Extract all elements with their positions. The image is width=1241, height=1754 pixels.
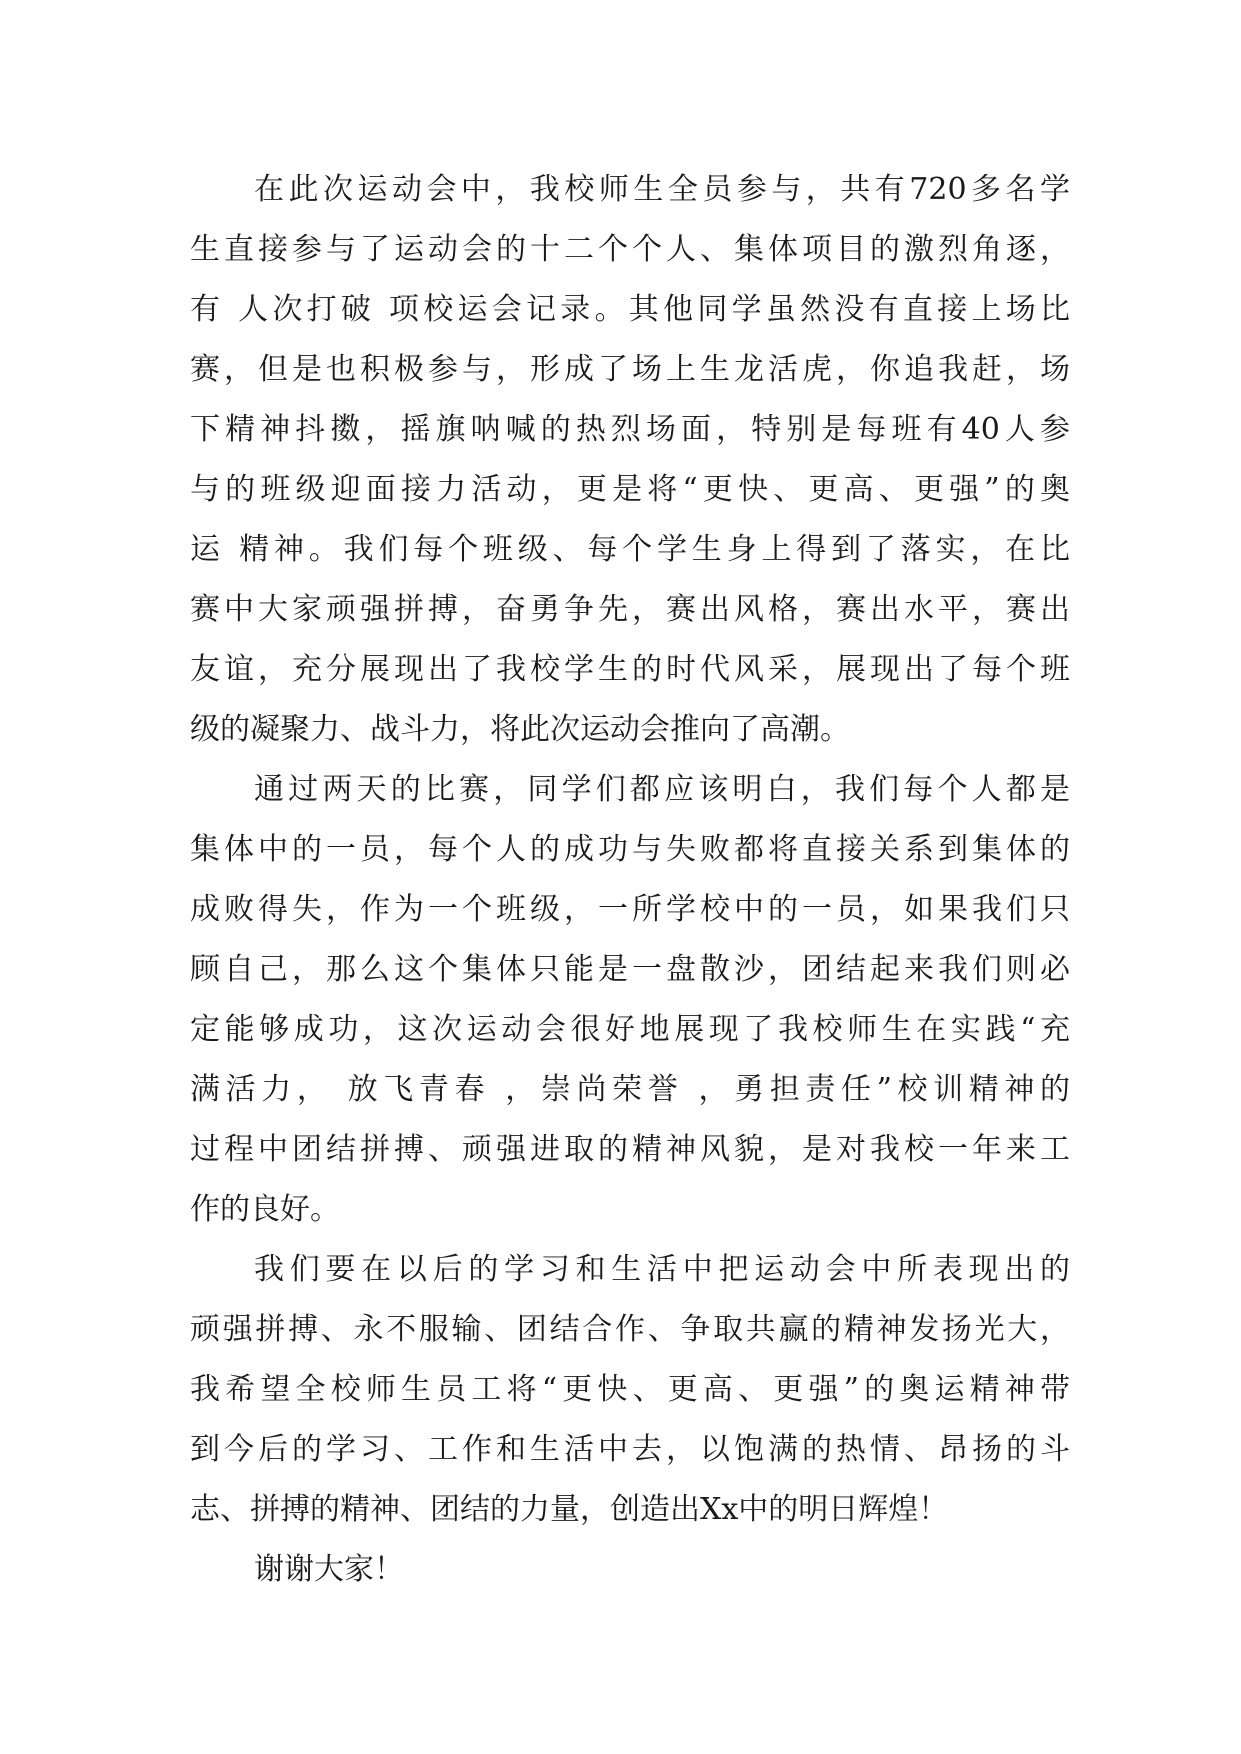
- paragraph-3: [190, 1240, 1070, 1540]
- paragraph-line: 赛，但是也积极参与，形成了场上生龙活虎，你追我赶，场: [190, 352, 1070, 387]
- paragraph-line: 集体中的一员，每个人的成功与失败都将直接关系到集体的: [190, 832, 1070, 867]
- paragraph-line: 成败得失，作为一个班级，一所学校中的一员，如果我们只: [190, 892, 1070, 927]
- paragraph-line: 顾自己，那么这个集体只能是一盘散沙，团结起来我们则必: [190, 952, 1070, 987]
- paragraph-line: 赛中大家顽强拼搏，奋勇争先，赛出风格，赛出水平，赛出: [190, 592, 1070, 627]
- paragraph-line: 有 人次打破 项校运会记录。其他同学虽然没有直接上场比: [190, 292, 1070, 327]
- paragraph-line: 满活力， 放飞青春 ，崇尚荣誉 ，勇担责任”校训精神的: [190, 1072, 1070, 1107]
- paragraph-line: 生直接参与了运动会的十二个个人、集体项目的激烈角逐，: [190, 232, 1070, 267]
- paragraph-line: 友谊，充分展现出了我校学生的时代风采，展现出了每个班: [190, 652, 1070, 687]
- paragraph-line: 志、拼搏的精神、团结的力量，创造出Xx中的明日辉煌！: [190, 1492, 949, 1527]
- document-body: [190, 160, 1070, 1600]
- paragraph-line: 定能够成功，这次运动会很好地展现了我校师生在实践“充: [190, 1012, 1070, 1047]
- paragraph-line: 在此次运动会中，我校师生全员参与，共有720多名学: [254, 172, 1070, 207]
- paragraph-line: 通过两天的比赛，同学们都应该明白，我们每个人都是: [254, 772, 1070, 807]
- closing-line: 谢谢大家！: [254, 1552, 404, 1587]
- paragraph-2: [190, 760, 1070, 1240]
- paragraph-line: 过程中团结拼搏、顽强进取的精神风貌，是对我校一年来工: [190, 1132, 1070, 1167]
- paragraph-line: 我们要在以后的学习和生活中把运动会中所表现出的: [254, 1252, 1070, 1287]
- paragraph-line: 运 精神。我们每个班级、每个学生身上得到了落实，在比: [190, 532, 1070, 567]
- paragraph-line: 下精神抖擞，摇旗呐喊的热烈场面，特别是每班有40人参: [190, 412, 1070, 447]
- paragraph-1: [190, 160, 1070, 760]
- paragraph-line: 级的凝聚力、战斗力，将此次运动会推向了高潮。: [190, 712, 850, 747]
- paragraph-line: 作的良好。: [190, 1192, 340, 1227]
- closing-paragraph: [190, 1540, 1070, 1600]
- paragraph-line: 到今后的学习、工作和生活中去，以饱满的热情、昂扬的斗: [190, 1432, 1070, 1467]
- paragraph-line: 顽强拼搏、永不服输、团结合作、争取共赢的精神发扬光大，: [190, 1312, 1070, 1347]
- paragraph-line: 与的班级迎面接力活动，更是将“更快、更高、更强”的奥: [190, 472, 1070, 507]
- paragraph-line: 我希望全校师生员工将“更快、更高、更强”的奥运精神带: [190, 1372, 1070, 1407]
